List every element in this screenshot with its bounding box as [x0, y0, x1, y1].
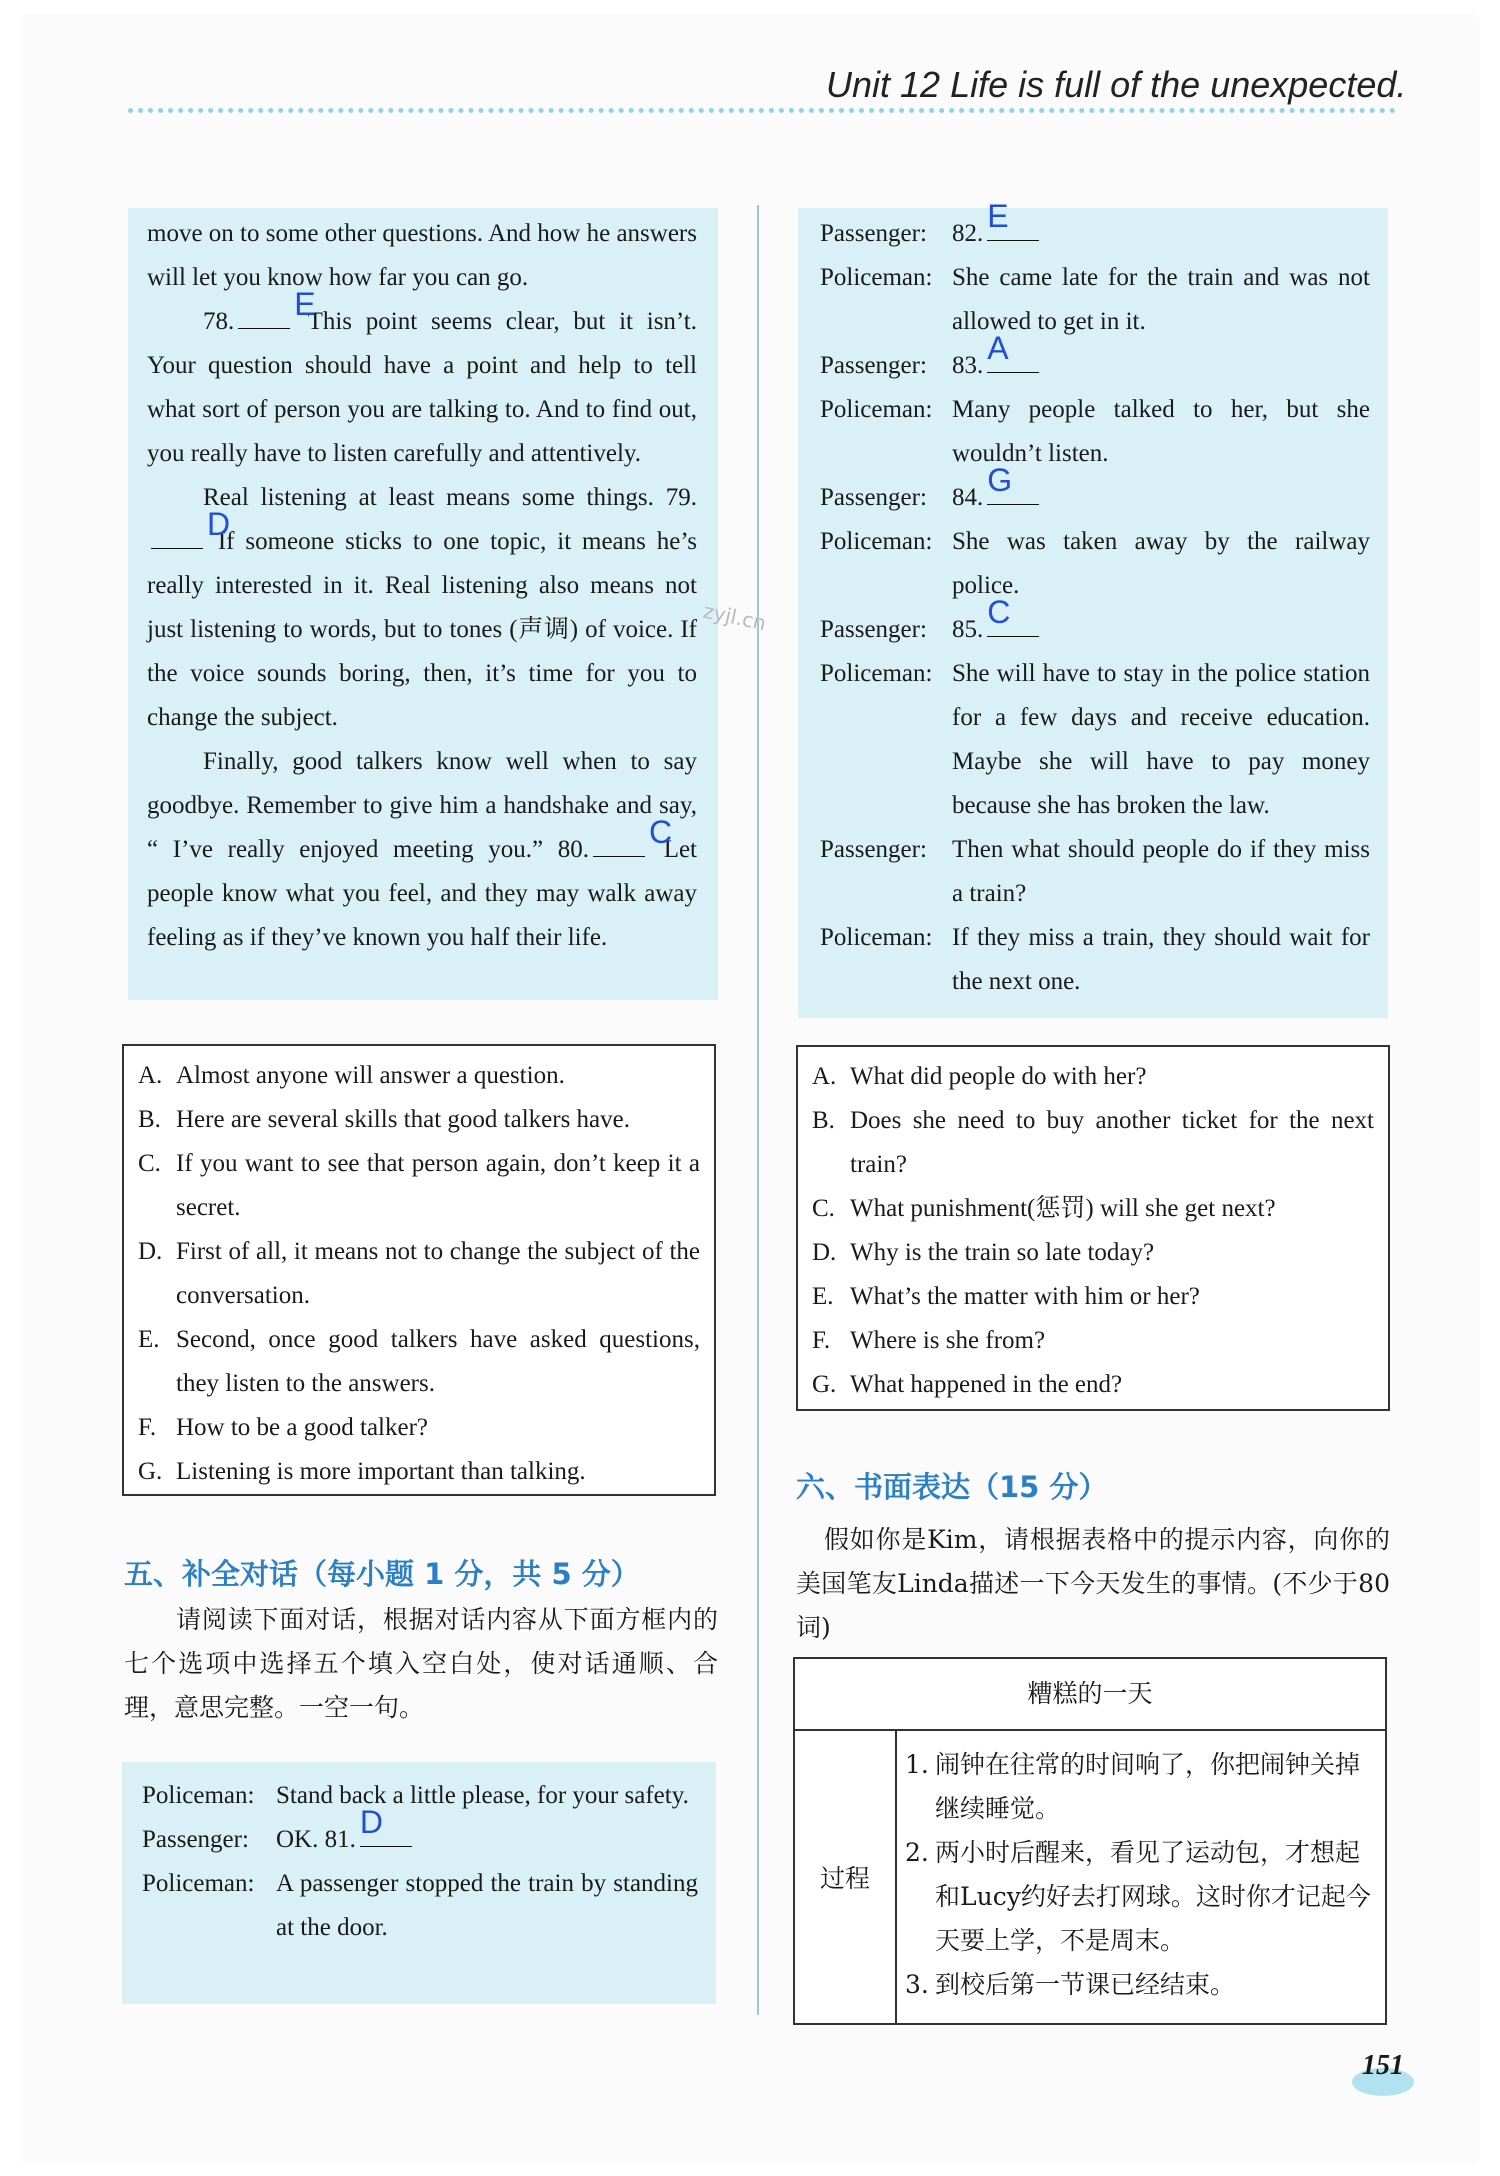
answer-blank: [987, 462, 1039, 505]
speech: She was taken away by the railway police.: [952, 528, 1370, 599]
question-number: 79.: [665, 484, 697, 511]
left-options-box: [122, 1044, 716, 1496]
speaker-label: Passenger:: [820, 484, 927, 511]
speaker-text: [952, 594, 1370, 652]
section-6-title: 六、书面表达（15 分）: [796, 1470, 1108, 1504]
passage-text: Real listening at least means some things.: [203, 484, 654, 511]
speaker-text: [952, 828, 1370, 916]
speaker-text: [952, 916, 1370, 1004]
task-item: [905, 1963, 1377, 2007]
answer: C: [987, 594, 1011, 630]
option-letter: D.: [812, 1239, 837, 1266]
option-letter: C.: [138, 1150, 161, 1177]
speech: 82.: [952, 220, 984, 247]
speaker-label: Passenger:: [820, 352, 927, 379]
answer-blank-78: [238, 286, 316, 329]
task-item-text: 闹钟在往常的时间响了，你把闹钟关掉继续睡觉。: [935, 1750, 1361, 1823]
option-letter: F.: [812, 1327, 831, 1354]
section-6-instructions: 假如你是Kim，请根据表格中的提示内容，向你的美国笔友Linda描述一下今天发生的事情。(不少于80词): [796, 1525, 1390, 1642]
option-letter: A.: [812, 1063, 837, 1090]
speaker-text: [276, 1774, 698, 1818]
speech: She will have to stay in the police station for a few days and receive education. Maybe she will have to pay money because she has broken the law.: [952, 660, 1370, 819]
task-table: [793, 1657, 1387, 2025]
option-text: Why is the train so late today?: [850, 1239, 1155, 1266]
speech: Then what should people do if they miss a train?: [952, 836, 1370, 907]
left-option: [138, 1230, 700, 1318]
option-text: Second, once good talkers have asked questions, they listen to the answers.: [176, 1326, 700, 1397]
question-number: 78.: [203, 308, 235, 335]
left-passage: [147, 212, 697, 960]
passage-paragraph-80: [147, 740, 697, 960]
option-letter: C.: [812, 1195, 835, 1222]
answer-80: C: [649, 814, 673, 850]
option-letter: F.: [138, 1414, 157, 1441]
dialogue-line: [820, 198, 1370, 256]
dialogue-right: [820, 198, 1370, 1004]
speaker-label: Passenger:: [820, 616, 927, 643]
passage-paragraph: move on to some other questions. And how he answers will let you know how far you can go.: [147, 220, 697, 291]
task-table-heading: 糟糕的一天: [795, 1659, 1385, 1731]
option-text: What’s the matter with him or her?: [850, 1283, 1200, 1310]
task-item-text: 两小时后醒来，看见了运动包，才想起和Lucy约好去打网球。这时你才记起今天要上学，不是周末。: [935, 1838, 1371, 1955]
passage-text: If someone sticks to one topic, it means he’s really interested in it. Real listening also means not just listening to words, but to tones (声调) of voice. If the voice sounds boring, then, it’s time for you to change the subject.: [147, 528, 697, 731]
dialogue-line: [820, 916, 1370, 1004]
answer: G: [987, 462, 1013, 498]
option-text: Listening is more important than talking.: [176, 1458, 586, 1485]
right-option: [812, 1319, 1374, 1363]
answer-blank-79: [151, 506, 231, 549]
column-divider: [757, 205, 759, 2015]
option-text: Does she need to buy another ticket for the next train?: [850, 1107, 1374, 1178]
option-letter: B.: [812, 1107, 835, 1134]
answer: E: [987, 198, 1009, 234]
passage-paragraph-78: [147, 286, 697, 476]
dialogue-line: [820, 652, 1370, 828]
left-option: [138, 1318, 700, 1406]
right-options-box: [796, 1045, 1390, 1411]
speaker-text: [276, 1804, 698, 1862]
dialogue-left: [142, 1774, 698, 1950]
task-item: [905, 1831, 1377, 1963]
left-option: [138, 1054, 700, 1098]
option-text: If you want to see that person again, don’t keep it a secret.: [176, 1150, 700, 1221]
right-option: [812, 1363, 1374, 1407]
speech: Many people talked to her, but she wouldn’t listen.: [952, 396, 1370, 467]
task-table-items: [897, 1731, 1385, 2023]
task-item-number: 3.: [905, 1970, 929, 1999]
speaker-text: [952, 198, 1370, 256]
header-divider: [128, 108, 1396, 113]
unit-title: Unit 12 Life is full of the unexpected.: [826, 64, 1407, 105]
answer-blank: [987, 594, 1039, 637]
speech: 83.: [952, 352, 984, 379]
speech: OK. 81.: [276, 1826, 356, 1853]
dialogue-line: [820, 330, 1370, 388]
dialogue-line: [142, 1862, 698, 1950]
answer: A: [987, 330, 1009, 366]
answer: D: [359, 1804, 383, 1840]
dialogue-line: [820, 462, 1370, 520]
option-text: Where is she from?: [850, 1327, 1046, 1354]
speaker-text: [952, 520, 1370, 608]
speaker-label: Policeman:: [820, 396, 933, 423]
speech: She came late for the train and was not allowed to get in it.: [952, 264, 1370, 335]
speech: 85.: [952, 616, 984, 643]
dialogue-line: [142, 1774, 698, 1818]
watermark: zyjl.cn: [701, 598, 769, 636]
speaker-label: Policeman:: [142, 1782, 255, 1809]
speaker-text: [952, 462, 1370, 520]
page-number: 151: [1362, 2050, 1404, 2081]
left-option: [138, 1406, 700, 1450]
section-5-instructions: 请阅读下面对话，根据对话内容从下面方框内的七个选项中选择五个填入空白处，使对话通顺、合理，意思完整。一空一句。: [124, 1605, 718, 1722]
speaker-label: Policeman:: [820, 528, 933, 555]
task-item-number: 2.: [905, 1838, 929, 1867]
option-text: First of all, it means not to change the subject of the conversation.: [176, 1238, 700, 1309]
task-table-label: 过程: [795, 1731, 897, 2023]
speaker-text: [952, 388, 1370, 476]
option-text: What happened in the end?: [850, 1371, 1123, 1398]
option-letter: E.: [138, 1326, 160, 1353]
left-option: [138, 1450, 700, 1494]
speaker-label: Policeman:: [820, 264, 933, 291]
option-letter: D.: [138, 1238, 163, 1265]
option-text: How to be a good talker?: [176, 1414, 429, 1441]
answer-79: D: [207, 506, 231, 542]
speech: 84.: [952, 484, 984, 511]
passage-text: Let people know what you feel, and they may walk away feeling as if they’ve known you half their life.: [147, 836, 698, 951]
answer-78: E: [294, 286, 316, 322]
speaker-label: Policeman:: [820, 660, 933, 687]
dialogue-line: [820, 388, 1370, 476]
right-option: [812, 1231, 1374, 1275]
section-5-title: 五、补全对话（每小题 1 分，共 5 分）: [124, 1557, 640, 1591]
option-letter: G.: [138, 1458, 163, 1485]
option-text: What punishment(惩罚) will she get next?: [850, 1195, 1276, 1222]
speaker-label: Passenger:: [820, 220, 927, 247]
speaker-label: Passenger:: [142, 1826, 249, 1853]
passage-paragraph-79: [147, 476, 697, 740]
option-letter: G.: [812, 1371, 837, 1398]
option-letter: E.: [812, 1283, 834, 1310]
option-letter: B.: [138, 1106, 161, 1133]
right-option: [812, 1099, 1374, 1187]
option-text: Here are several skills that good talkers have.: [176, 1106, 630, 1133]
passage-text: Finally, good talkers know well when to say goodbye. Remember to give him a handshake and say, “ I’ve really enjoyed meeting you.”: [147, 748, 697, 863]
speaker-label: Policeman:: [142, 1870, 255, 1897]
option-text: What did people do with her?: [850, 1063, 1147, 1090]
task-item: [905, 1743, 1377, 1831]
speech: A passenger stopped the train by standing at the door.: [276, 1870, 698, 1941]
dialogue-line: [820, 256, 1370, 344]
answer-blank: [359, 1804, 412, 1847]
answer-blank: [987, 198, 1039, 241]
speaker-text: [952, 652, 1370, 828]
speaker-text: [276, 1862, 698, 1950]
right-option: [812, 1275, 1374, 1319]
left-option: [138, 1142, 700, 1230]
speaker-label: Passenger:: [820, 836, 927, 863]
question-number: 80.: [557, 836, 590, 863]
option-letter: A.: [138, 1062, 163, 1089]
speech: If they miss a train, they should wait for the next one.: [952, 924, 1370, 995]
answer-blank-80: [593, 814, 673, 857]
dialogue-line: [142, 1804, 698, 1862]
passage-text: This point seems clear, but it isn’t. Your question should have a point and help to tell what sort of person you are talking to. And to find out, you really have to listen carefully and attentively.: [147, 308, 697, 467]
dialogue-line: [820, 520, 1370, 608]
task-item-text: 到校后第一节课已经结束。: [935, 1970, 1236, 1999]
right-option: [812, 1187, 1374, 1231]
answer-blank: [987, 330, 1039, 373]
dialogue-line: [820, 828, 1370, 916]
right-option: [812, 1055, 1374, 1099]
speaker-text: [952, 256, 1370, 344]
speaker-text: [952, 330, 1370, 388]
dialogue-line: [820, 594, 1370, 652]
option-text: Almost anyone will answer a question.: [176, 1062, 565, 1089]
task-item-number: 1.: [905, 1750, 929, 1779]
speaker-label: Policeman:: [820, 924, 933, 951]
left-option: [138, 1098, 700, 1142]
speech: Stand back a little please, for your safety.: [276, 1782, 689, 1809]
